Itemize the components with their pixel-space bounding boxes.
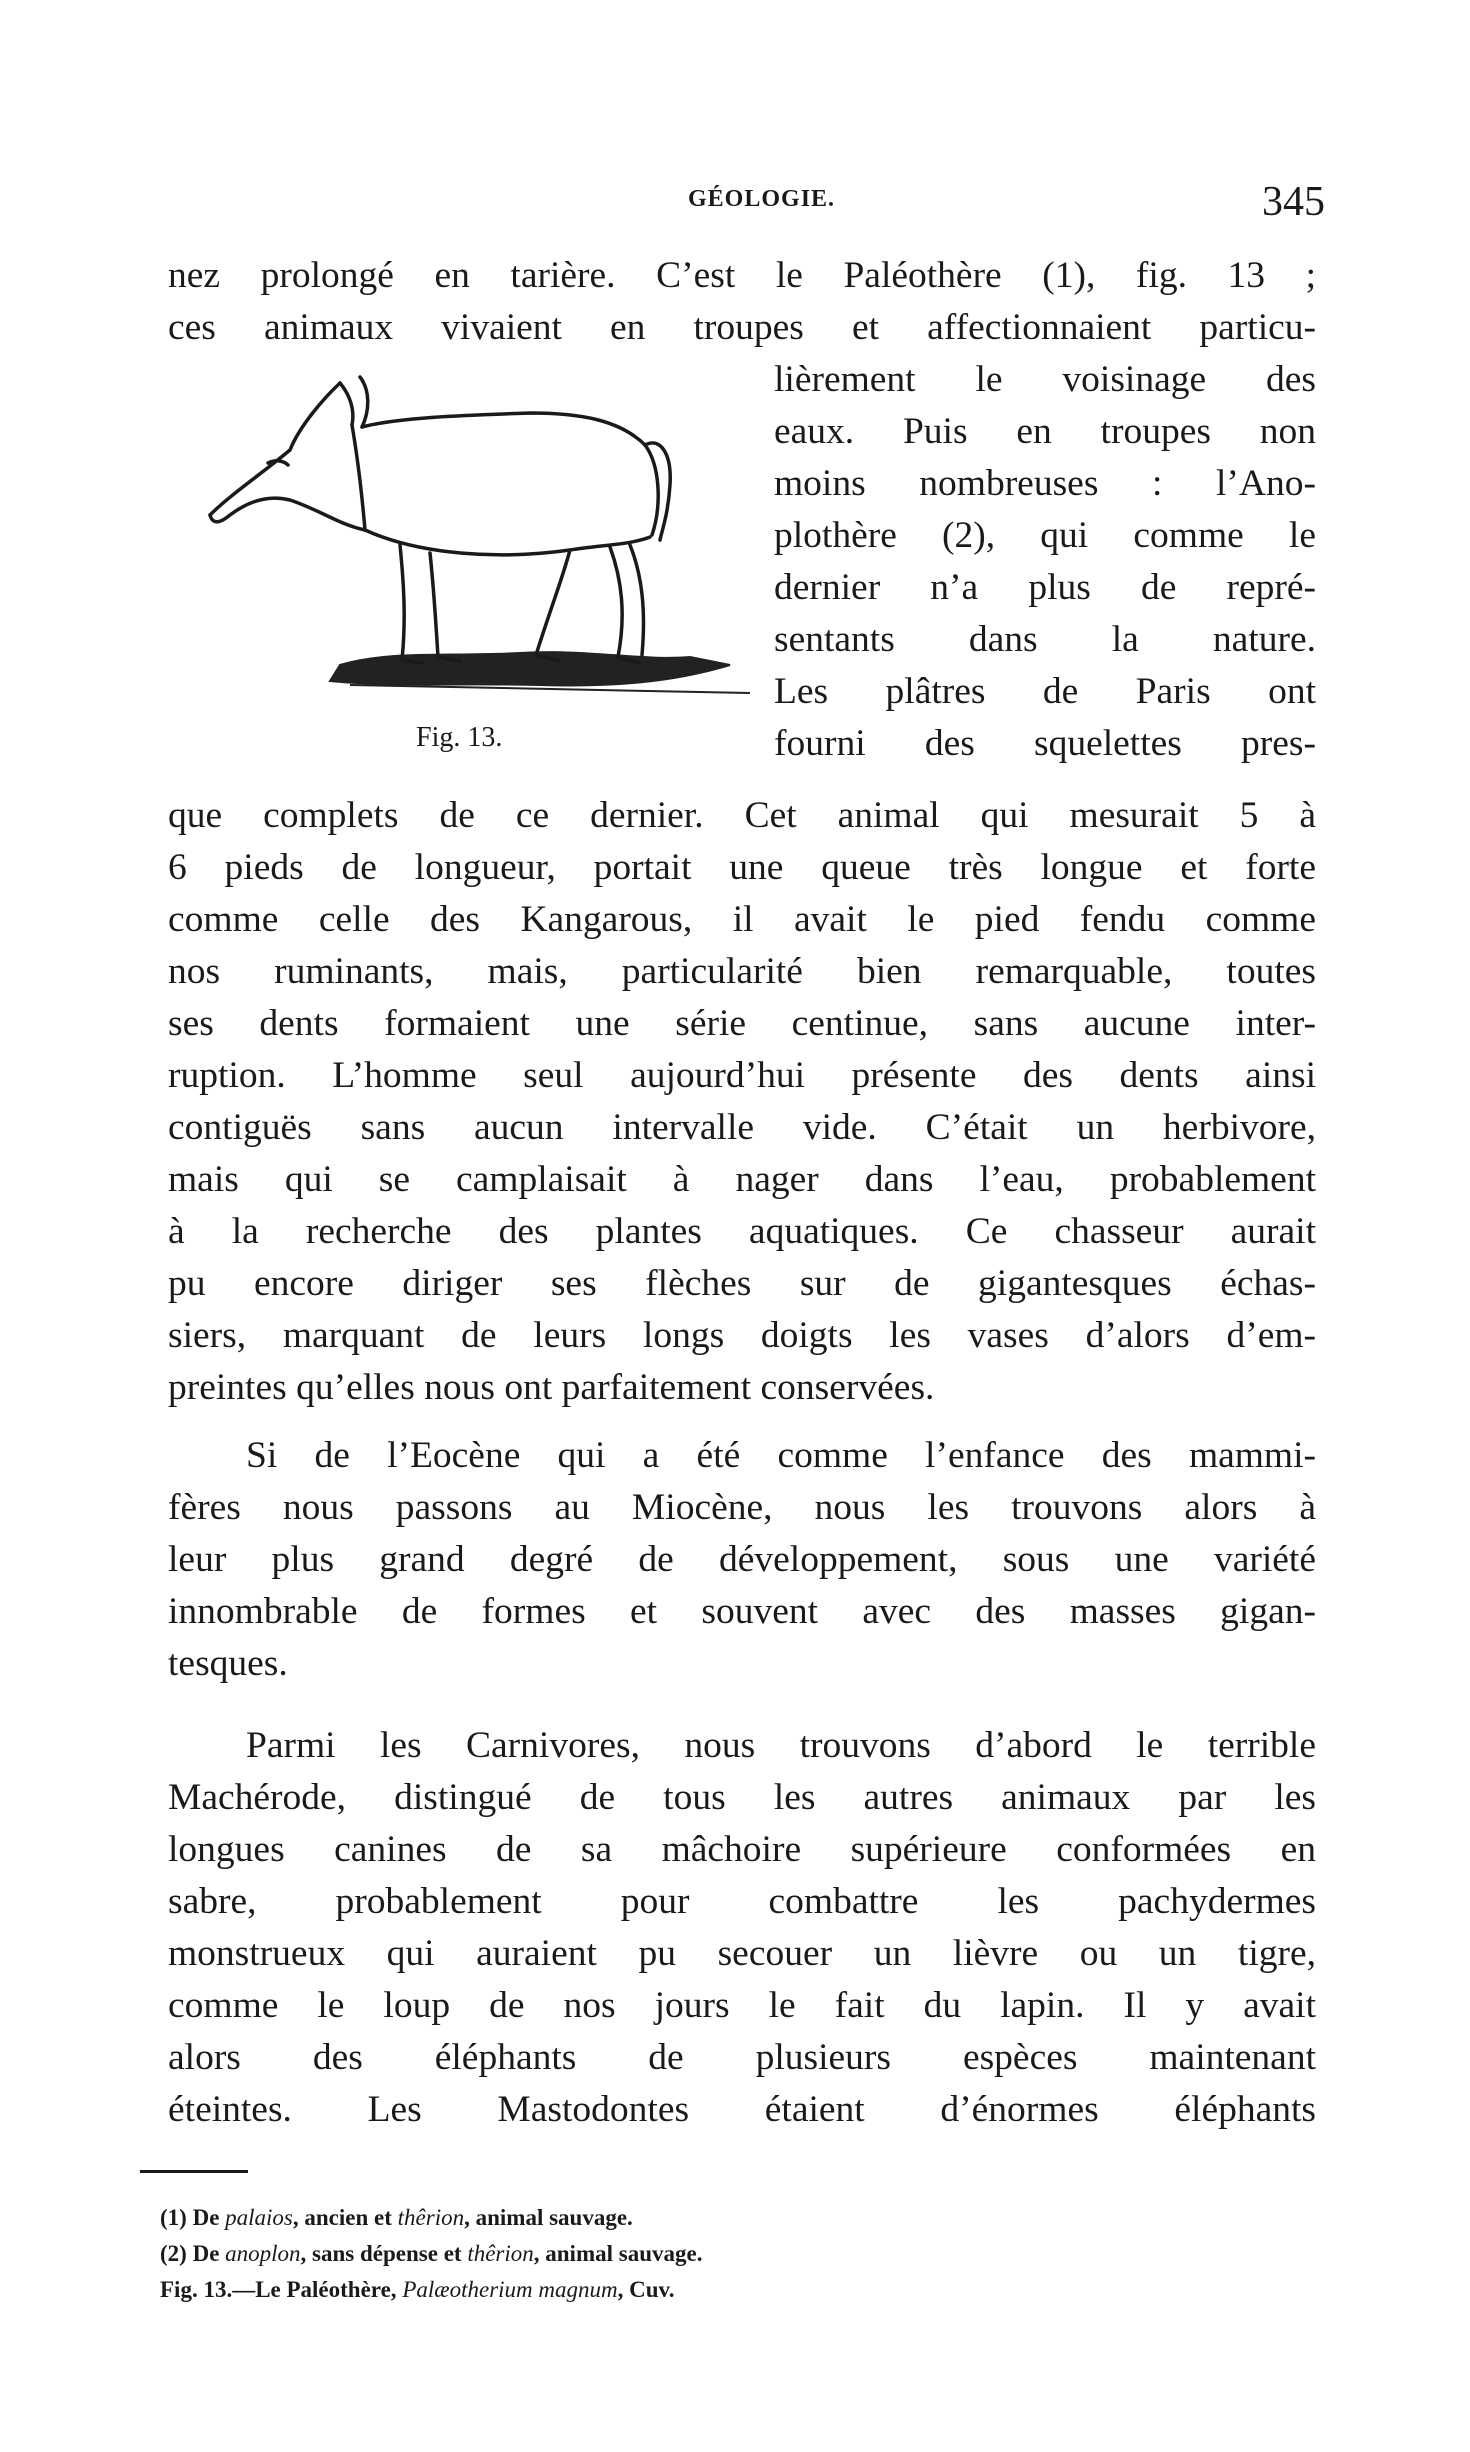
text-line: ces animaux vivaient en troupes et affectionnaient particu- — [168, 307, 1316, 348]
footnote-2 — [160, 2236, 1310, 2272]
text-line: nez prolongé en tarière. C’est le Paléothère (1), fig. 13 ; — [168, 255, 1316, 296]
text-line: nos ruminants, mais, particularité bien remarquable, toutes — [168, 951, 1316, 992]
text-line: siers, marquant de leurs longs doigts les vases d’alors d’em- — [168, 1315, 1316, 1356]
text-line: comme celle des Kangarous, il avait le pied fendu comme — [168, 899, 1316, 940]
page-number: 345 — [1262, 179, 1325, 225]
footnote-text: , sans dépense et — [300, 2241, 462, 2266]
paragraph-1-top — [168, 250, 1316, 354]
paragraph-3 — [168, 1720, 1316, 2136]
footnote-text: , ancien et — [292, 2205, 392, 2230]
text-line: Parmi les Carnivores, nous trouvons d’abord le terrible — [246, 1725, 1316, 1766]
text-line: Si de l’Eocène qui a été comme l’enfance des mammi- — [246, 1435, 1316, 1476]
paleothere-illustration — [190, 365, 770, 725]
footnote-text: , Cuv. — [617, 2277, 675, 2302]
ground-shadow — [330, 652, 730, 685]
footnotes — [160, 2200, 1310, 2308]
page-header — [0, 179, 1470, 226]
running-title: GÉOLOGIE. — [688, 186, 836, 212]
footnote-italic: palaios — [225, 2205, 293, 2230]
text-line: que complets de ce dernier. Cet animal qui mesurait 5 à — [168, 795, 1316, 836]
paragraph-2 — [168, 1430, 1316, 1690]
text-line: comme le loup de nos jours le fait du lapin. Il y avait — [168, 1985, 1316, 2026]
text-line: dernier n’a plus de repré- — [774, 567, 1316, 608]
text-line: 6 pieds de longueur, portait une queue très longue et forte — [168, 847, 1316, 888]
paragraph-1-bottom — [168, 790, 1316, 1414]
animal-outline — [210, 377, 670, 663]
text-line: moins nombreuses : l’Ano- — [774, 463, 1316, 504]
footnote-1 — [160, 2200, 1310, 2236]
text-line: sentants dans la nature. — [774, 619, 1316, 660]
footnote-mark: (2) — [160, 2241, 187, 2266]
text-line: eaux. Puis en troupes non — [774, 411, 1316, 452]
text-line: ses dents formaient une série centinue, sans aucune inter- — [168, 1003, 1316, 1044]
text-line: alors des éléphants de plusieurs espèces maintenant — [168, 2037, 1316, 2078]
footnote-italic: anoplon — [225, 2241, 301, 2266]
text-line: contiguës sans aucun intervalle vide. C’était un herbivore, — [168, 1107, 1316, 1148]
footnote-figure — [160, 2272, 1310, 2308]
text-line: monstrueux qui auraient pu secouer un lièvre ou un tigre, — [168, 1933, 1316, 1974]
footnote-text: Fig. 13.—Le Paléothère, — [160, 2277, 397, 2302]
text-line: sabre, probablement pour combattre les pachydermes — [168, 1881, 1316, 1922]
figure-paleothere — [190, 365, 770, 770]
footnote-italic: Palæotherium magnum — [402, 2277, 618, 2302]
text-line: pu encore diriger ses flèches sur de gigantesques échas- — [168, 1263, 1316, 1304]
text-line: fères nous passons au Miocène, nous les trouvons alors à — [168, 1487, 1316, 1528]
text-line: mais qui se camplaisait à nager dans l’eau, probablement — [168, 1159, 1316, 1200]
footnote-mark: (1) — [160, 2205, 187, 2230]
text-line: longues canines de sa mâchoire supérieure conformées en — [168, 1829, 1316, 1870]
footnote-italic: thêrion — [397, 2205, 465, 2230]
text-line: leur plus grand degré de développement, sous une variété — [168, 1539, 1316, 1580]
text-line: à la recherche des plantes aquatiques. Ce chasseur aurait — [168, 1211, 1316, 1252]
text-line: fourni des squelettes pres- — [774, 723, 1316, 764]
text-line: ruption. L’homme seul aujourd’hui présente des dents ainsi — [168, 1055, 1316, 1096]
text-line: innombrable de formes et souvent avec des masses gigan- — [168, 1591, 1316, 1632]
footnote-italic: thêrion — [467, 2241, 534, 2266]
text-line: Les plâtres de Paris ont — [774, 671, 1316, 712]
footnote-text: De — [192, 2205, 220, 2230]
footnote-text: , animal sauvage. — [533, 2241, 703, 2266]
footnote-rule — [140, 2170, 248, 2173]
text-line: preintes qu’elles nous ont parfaitement conservées. — [168, 1367, 935, 1408]
text-line: éteintes. Les Mastodontes étaient d’énormes éléphants — [168, 2089, 1316, 2130]
text-line: Machérode, distingué de tous les autres animaux par les — [168, 1777, 1316, 1818]
text-line: tesques. — [168, 1643, 288, 1684]
figure-caption: Fig. 13. — [416, 722, 503, 753]
text-line: lièrement le voisinage des — [774, 359, 1316, 400]
paragraph-1-wrap — [774, 354, 1316, 770]
footnote-text: , animal sauvage. — [464, 2205, 633, 2230]
footnote-text: De — [192, 2241, 220, 2266]
text-line: plothère (2), qui comme le — [774, 515, 1316, 556]
